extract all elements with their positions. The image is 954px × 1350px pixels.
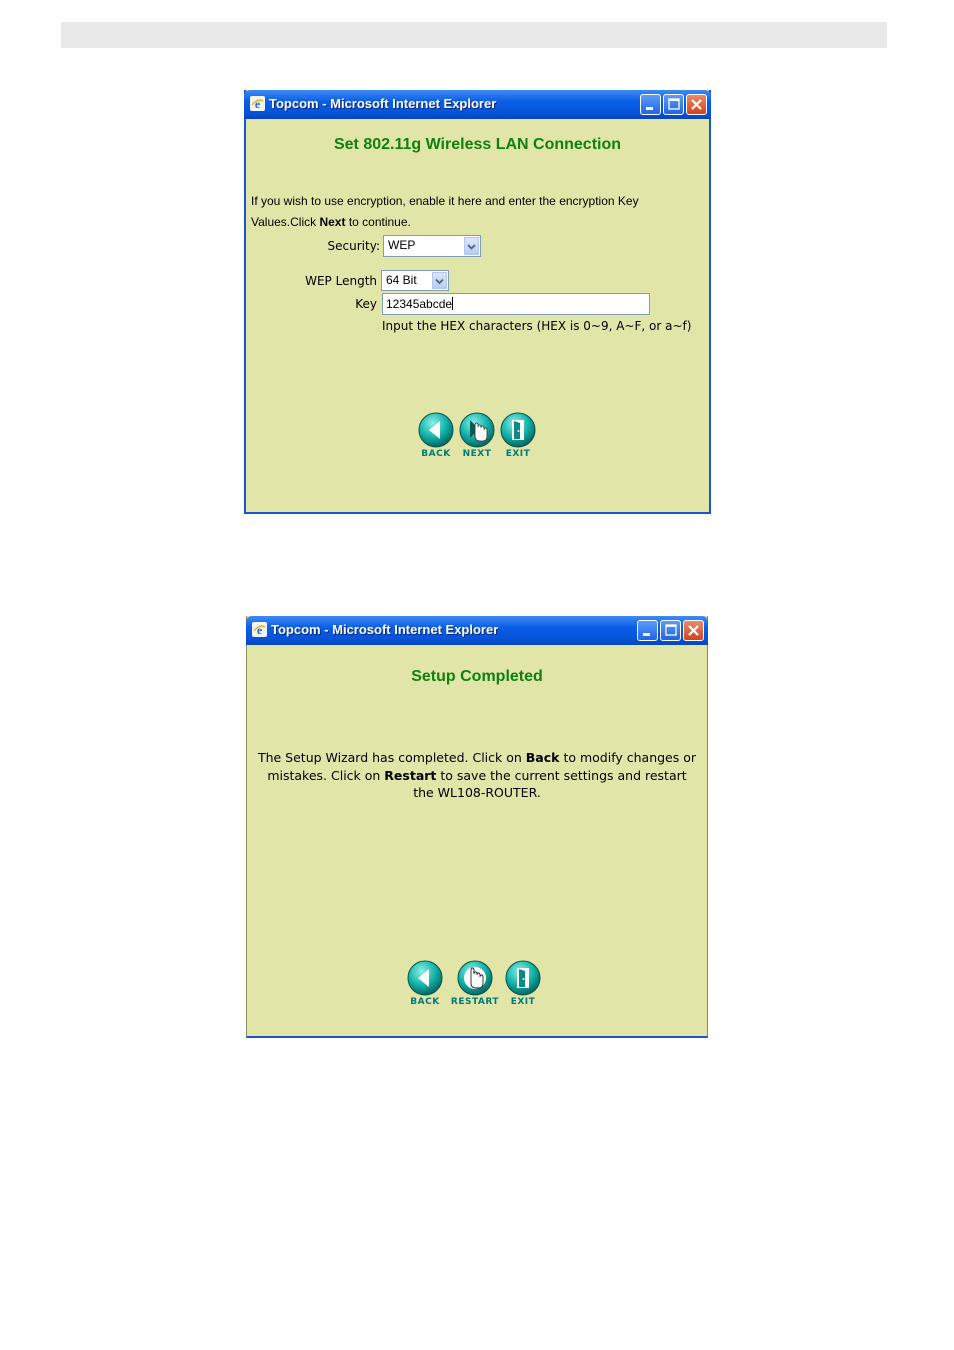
back-button[interactable] xyxy=(405,960,445,1007)
back-button[interactable] xyxy=(416,412,456,459)
key-label: Key xyxy=(355,297,377,311)
intro-text xyxy=(251,191,706,233)
window-titlebar[interactable] xyxy=(244,90,711,119)
window-title: Topcom - Microsoft Internet Explorer xyxy=(271,622,499,637)
svg-text:e: e xyxy=(254,97,261,111)
wep-length-select[interactable] xyxy=(381,270,449,291)
hex-hint-text: Input the HEX characters (HEX is 0~9, A~F, or a~f) xyxy=(382,319,692,333)
wep-length-selected-value: 64 Bit xyxy=(386,273,417,287)
back-arrow-icon xyxy=(407,960,443,996)
key-input[interactable] xyxy=(382,293,650,315)
minimize-button[interactable] xyxy=(640,94,661,115)
key-input-value: 12345abcde xyxy=(386,297,453,311)
close-icon xyxy=(684,621,703,640)
completion-text xyxy=(257,749,697,802)
wireless-lan-window xyxy=(244,90,711,514)
exit-button-label: EXIT xyxy=(510,997,536,1007)
restart-button[interactable] xyxy=(447,960,503,1007)
exit-button[interactable] xyxy=(498,412,538,459)
dropdown-button[interactable] xyxy=(464,237,479,255)
close-icon xyxy=(687,95,706,114)
back-arrow-icon xyxy=(418,412,454,448)
close-button[interactable] xyxy=(686,94,707,115)
intro-text-part: If you wish to use encryption, enable it here and enter the encryption Key Values.Click xyxy=(251,194,639,229)
minimize-icon xyxy=(638,621,657,640)
maximize-button[interactable] xyxy=(663,94,684,115)
security-label: Security: xyxy=(327,239,380,253)
page-title: Set 802.11g Wireless LAN Connection xyxy=(333,136,622,153)
text-caret xyxy=(452,297,453,310)
intro-text-part: to continue. xyxy=(345,215,411,229)
window-title: Topcom - Microsoft Internet Explorer xyxy=(269,96,497,111)
completion-text-bold: Back xyxy=(525,750,560,765)
minimize-button[interactable] xyxy=(637,620,658,641)
next-button-label: NEXT xyxy=(462,449,492,459)
window-titlebar[interactable] xyxy=(246,616,708,645)
window-content xyxy=(247,645,707,1036)
page-title: Setup Completed xyxy=(411,668,543,685)
exit-door-icon xyxy=(500,412,536,448)
document-header-bar xyxy=(61,22,887,48)
window-content xyxy=(246,119,709,512)
completion-text-part: to modify changes or mistakes. Click on xyxy=(267,750,697,783)
security-select[interactable] xyxy=(383,235,481,257)
hand-pointer-icon xyxy=(459,412,495,448)
completion-text-part: to save the current settings and restart the WL108-ROUTER. xyxy=(413,767,687,800)
intro-text-bold: Next xyxy=(319,215,346,229)
setup-completed-window xyxy=(246,616,708,1038)
back-button-label: BACK xyxy=(421,449,451,459)
close-button[interactable] xyxy=(683,620,704,641)
exit-door-icon xyxy=(505,960,541,996)
next-button[interactable] xyxy=(457,412,497,459)
maximize-icon xyxy=(664,95,683,114)
back-button-label: BACK xyxy=(410,997,440,1007)
wep-length-label: WEP Length xyxy=(305,274,377,288)
completion-text-part: The Setup Wizard has completed. Click on xyxy=(257,750,526,765)
exit-button-label: EXIT xyxy=(505,449,531,459)
ie-icon xyxy=(252,622,267,637)
hand-pointer-icon xyxy=(457,960,493,996)
ie-icon xyxy=(250,96,265,111)
maximize-icon xyxy=(661,621,680,640)
dropdown-button[interactable] xyxy=(432,272,447,289)
maximize-button[interactable] xyxy=(660,620,681,641)
chevron-down-icon xyxy=(433,273,446,290)
minimize-icon xyxy=(641,95,660,114)
security-selected-value: WEP xyxy=(388,238,416,252)
svg-text:e: e xyxy=(256,623,263,637)
completion-text-bold: Restart xyxy=(384,767,437,783)
chevron-down-icon xyxy=(465,238,478,256)
restart-button-label: RESTART xyxy=(450,997,500,1007)
exit-button[interactable] xyxy=(503,960,543,1007)
